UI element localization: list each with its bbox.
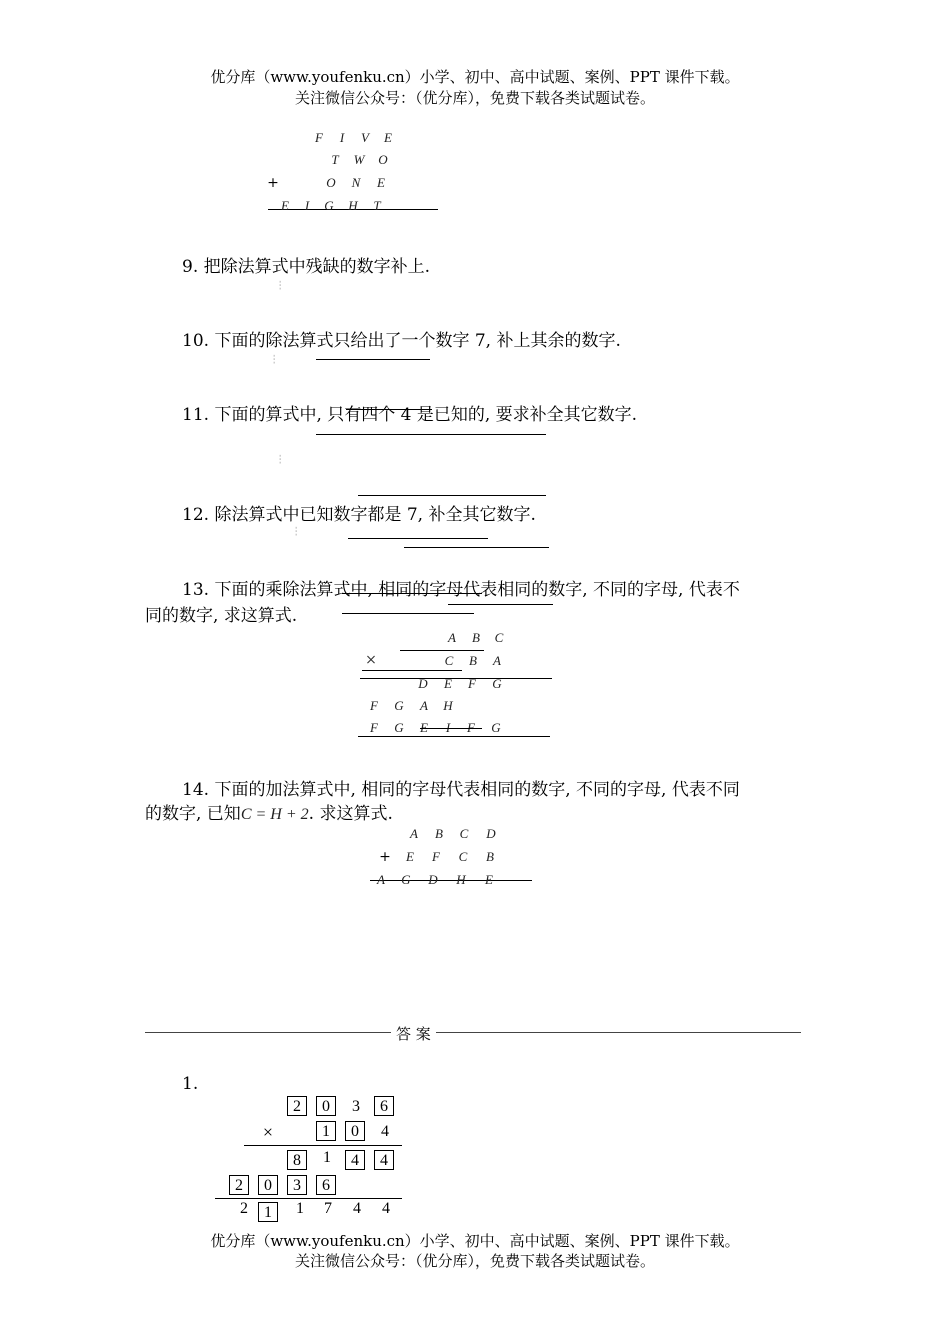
letter: I [339,130,345,145]
strike-line [420,728,482,729]
letter: G [394,698,404,713]
letter: W [353,152,365,167]
question-9: 9. 把除法算式中残缺的数字补上. [182,257,431,277]
division-line [342,613,474,614]
digit-box: 6 [374,1096,394,1116]
letter: F [432,849,440,864]
letter: C [458,849,468,864]
letter: E [377,175,385,190]
letter: G [401,872,411,887]
letter: G [394,720,404,735]
letter: B [472,630,480,645]
question-14-line-2 [145,799,393,824]
letter: E [406,849,414,864]
question-11: 11. 下面的算式中, 只有四个 4 是已知的, 要求补全其它数字. [182,405,638,425]
letter: V [361,130,369,145]
digit: 3 [352,1098,360,1115]
rule-line [244,1145,402,1146]
letter: A [410,826,418,841]
digit-box: 1 [258,1202,278,1222]
faint-mark: ⁝ [272,352,277,368]
answer-1-label: 1. [182,1074,199,1094]
digit-box: 4 [345,1150,365,1170]
division-line [448,604,553,605]
digit: 2 [240,1200,248,1217]
question-14-text: 的数字, 已知 [145,804,241,824]
letter: N [351,175,361,190]
letter: D [428,872,438,887]
digit: 4 [382,1200,390,1217]
digit-box: 1 [316,1121,336,1141]
letter: I [445,720,451,735]
letter: B [486,849,494,864]
letter: G [492,676,502,691]
letter: O [378,152,388,167]
footer-line-2: 关注微信公众号：（优分库），免费下载各类试题试卷。 [294,1252,655,1270]
multiply-sign: × [262,1122,274,1142]
letter: E [384,130,392,145]
question-14-formula: C = H + 2 [240,806,309,823]
digit-box: 0 [316,1096,336,1116]
letter: C [494,630,504,645]
division-line [342,593,482,594]
letter: I [304,198,310,213]
digit-box: 0 [258,1175,278,1195]
letter: H [443,698,453,713]
letter: B [435,826,443,841]
letter: F [467,720,475,735]
digit-box: 2 [229,1175,249,1195]
question-12: 12. 除法算式中已知数字都是 7, 补全其它数字. [182,505,536,525]
letter: H [456,872,466,887]
division-line [316,359,430,360]
letter: A [448,630,456,645]
digit-box: 2 [287,1096,307,1116]
divider-left [145,1032,391,1033]
question-13-line-2: 同的数字, 求这算式. [145,606,298,626]
letter: D [418,676,428,691]
digit: 1 [323,1149,331,1166]
footer-line-1: 优分库（www.youfenku.cn）小学、初中、高中试题、案例、PPT 课件下载。 [210,1232,740,1250]
faint-mark: ⁝ [278,452,283,468]
rule-line [358,736,550,737]
letter: B [469,653,477,668]
answers-heading: 答 案 [396,1025,431,1043]
letter: E [281,198,289,213]
letter: T [373,198,381,213]
letter: D [486,826,496,841]
times-sign: × [365,652,377,668]
division-line [404,547,549,548]
digit-box: 3 [287,1175,307,1195]
divider-right [436,1032,801,1033]
letter: E [485,872,493,887]
letter: E [444,676,452,691]
division-line [316,434,546,435]
letter: A [420,698,428,713]
division-top-line [358,495,546,496]
digit: 1 [296,1200,304,1217]
letter: H [348,198,358,213]
header-line-2: 关注微信公众号：（优分库），免费下载各类试题试卷。 [294,89,655,107]
letter: F [468,676,476,691]
strike-line [346,409,432,410]
digit-box: 4 [374,1150,394,1170]
division-line [348,538,488,539]
letter: A [493,653,501,668]
rule-line [362,670,462,671]
letter: E [420,720,428,735]
plus-sign: + [379,849,391,865]
question-13-line-1: 13. 下面的乘除法算式中, 相同的字母代表相同的数字, 不同的字母, 代表不 [182,580,740,600]
letter: F [370,698,378,713]
question-10: 10. 下面的除法算式只给出了一个数字 7, 补上其余的数字. [182,331,621,351]
letter: T [331,152,339,167]
digit-box: 0 [345,1121,365,1141]
question-14-line-1: 14. 下面的加法算式中, 相同的字母代表相同的数字, 不同的字母, 代表不同 [182,780,740,800]
question-14-tail: . 求这算式. [308,804,393,824]
faint-mark: ⁝ [294,524,299,540]
letter: C [444,653,454,668]
letter: C [459,826,469,841]
letter: O [326,175,336,190]
header-line-1: 优分库（www.youfenku.cn）小学、初中、高中试题、案例、PPT 课件下载。 [210,68,740,86]
letter: G [491,720,501,735]
sum-line [370,880,532,881]
digit-box: 8 [287,1150,307,1170]
letter: F [370,720,378,735]
faint-mark: ⁝ [278,278,283,294]
digit: 4 [353,1200,361,1217]
digit: 7 [324,1200,332,1217]
letter: G [324,198,334,213]
digit: 4 [381,1123,389,1140]
letter: A [377,872,385,887]
digit-box: 6 [316,1175,336,1195]
rule-line [400,650,484,651]
letter: F [315,130,323,145]
plus-sign: + [267,175,279,191]
